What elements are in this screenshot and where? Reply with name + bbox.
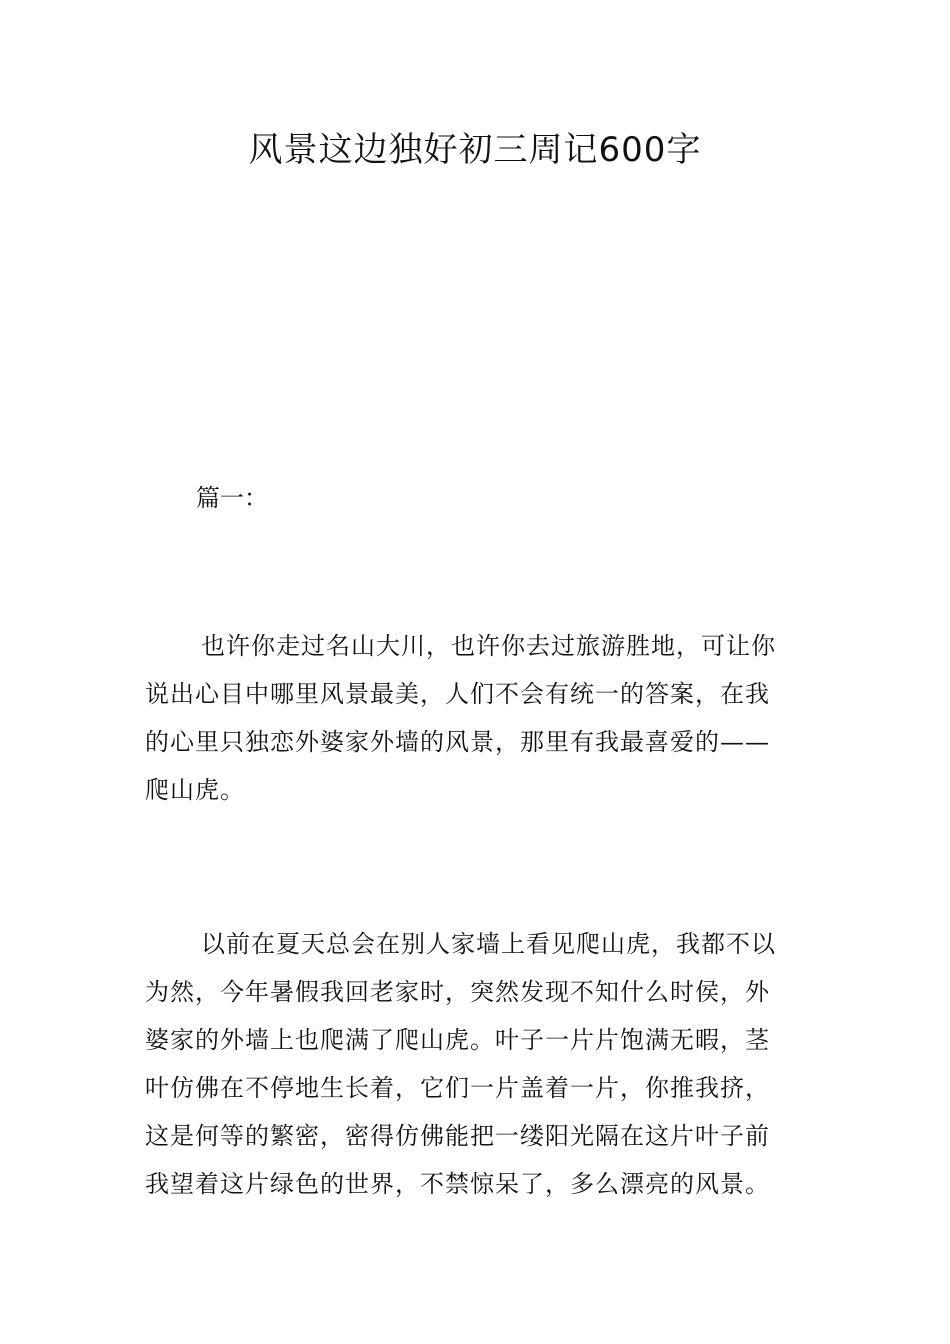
paragraph-2 xyxy=(145,920,807,1208)
paragraph-line: 叶仿佛在不停地生长着，它们一片盖着一片，你推我挤， xyxy=(145,1074,770,1102)
paragraph-line: 这是何等的繁密，密得仿佛能把一缕阳光隔在这片叶子前 xyxy=(145,1122,770,1150)
paragraph-line: 的心里只独恋外婆家外墙的风景，那里有我最喜爱的—— xyxy=(145,728,770,756)
paragraph-line: 婆家的外墙上也爬满了爬山虎。叶子一片片饱满无暇，茎 xyxy=(145,1026,770,1054)
section-heading: 篇一： xyxy=(196,484,268,512)
paragraph-line: 为然，今年暑假我回老家时，突然发现不知什么时侯，外 xyxy=(145,978,770,1006)
paragraph-line: 我望着这片绿色的世界，不禁惊呆了，多么漂亮的风景。 xyxy=(145,1170,770,1198)
paragraph-line: 说出心目中哪里风景最美，人们不会有统一的答案，在我 xyxy=(145,680,770,708)
paragraph-line: 也许你走过名山大川，也许你去过旅游胜地，可让你 xyxy=(201,632,776,660)
paragraph-line: 爬山虎。 xyxy=(145,776,245,804)
paragraph-line: 以前在夏天总会在别人家墙上看见爬山虎，我都不以 xyxy=(201,930,776,958)
paragraph-1 xyxy=(145,622,807,814)
document-title: 风景这边独好初三周记600字 xyxy=(248,130,702,170)
